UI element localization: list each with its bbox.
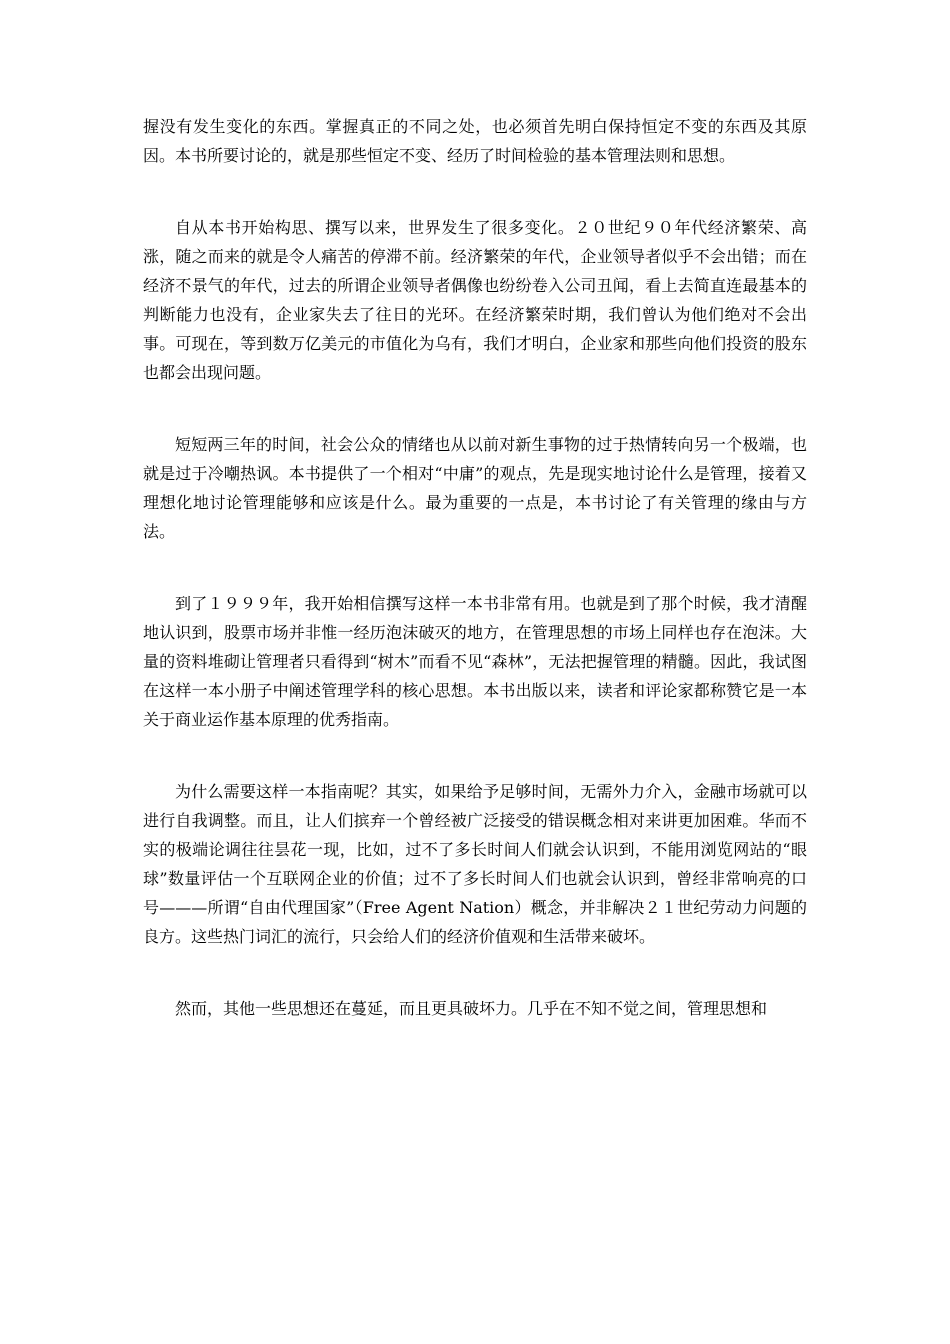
paragraph-5: 为什么需要这样一本指南呢？其实，如果给予足够时间，无需外力介入，金融市场就可以进行自我调整。而且，让人们摈弃一个曾经被广泛接受的错误概念相对来讲更加困难。华而不实的极端论调往往昙花一现，比如，过不了多长时间人们就会认识到，不能用浏览网站的“眼球”数量评估一个互联网企业的价值；过不了多长时间人们也就会认识到，曾经非常响亮的口号———所谓“自由代理国家”（Free Agent Nation）概念，并非解决２１世纪劳动力问题的良方。这些热门词汇的流行，只会给人们的经济价值观和生活带来破坏。 [143, 782, 807, 946]
paragraph-4: 到了１９９９年，我开始相信撰写这样一本书非常有用。也就是到了那个时候，我才清醒地认识到，股票市场并非惟一经历泡沫破灭的地方，在管理思想的市场上同样也存在泡沫。大量的资料堆砌让管理者只看得到“树木”而看不见“森林”，无法把握管理的精髓。因此，我试图在这样一本小册子中阐述管理学科的核心思想。本书出版以来，读者和评论家都称赞它是一本关于商业运作基本原理的优秀指南。 [143, 594, 807, 729]
paragraph-2: 自从本书开始构思、撰写以来，世界发生了很多变化。２０世纪９０年代经济繁荣、高涨，随之而来的就是令人痛苦的停滞不前。经济繁荣的年代，企业领导者似乎不会出错；而在经济不景气的年代，过去的所谓企业领导者偶像也纷纷卷入公司丑闻，看上去简直连最基本的判断能力也没有，企业家失去了往日的光环。在经济繁荣时期，我们曾认为他们绝对不会出事。可现在，等到数万亿美元的市值化为乌有，我们才明白，企业家和那些向他们投资的股东也都会出现问题。 [143, 218, 807, 382]
paragraph-3: 短短两三年的时间，社会公众的情绪也从以前对新生事物的过于热情转向另一个极端，也就是过于冷嘲热讽。本书提供了一个相对“中庸”的观点，先是现实地讨论什么是管理，接着又理想化地讨论管理能够和应该是什么。最为重要的一点是，本书讨论了有关管理的缘由与方法。 [143, 435, 807, 541]
paragraph-6: 然而，其他一些思想还在蔓延，而且更具破坏力。几乎在不知不觉之间，管理思想和 [175, 999, 768, 1018]
body-text [143, 112, 807, 1023]
paragraph-1: 握没有发生变化的东西。掌握真正的不同之处，也必须首先明白保持恒定不变的东西及其原因。本书所要讨论的，就是那些恒定不变、经历了时间检验的基本管理法则和思想。 [143, 117, 807, 165]
